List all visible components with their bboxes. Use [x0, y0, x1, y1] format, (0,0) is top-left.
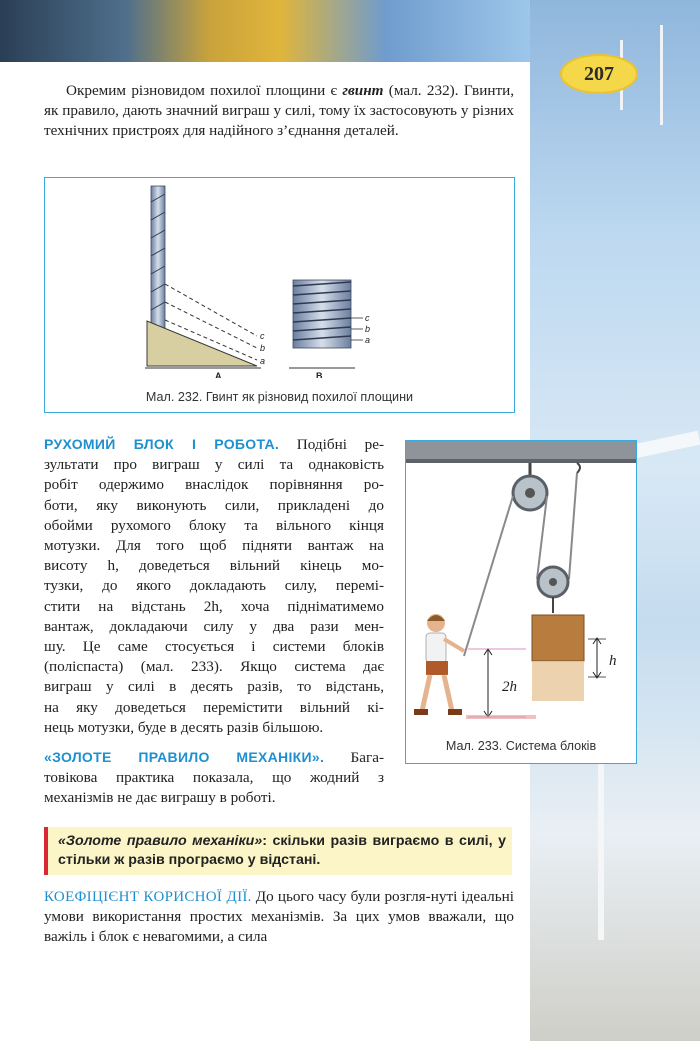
text-line: боти, яку виконують сили, прикладені до	[44, 496, 384, 514]
figure-233-caption: Мал. 233. Система блоків	[445, 739, 597, 753]
text-line: стити на відстань 2h, хоча підніматимемо	[44, 597, 384, 615]
text-body: До цього часу були розгля-нуті ідеальні умови використання простих механізмів. За цих умов вважали, що важіль і блок є невагомими, а сила	[44, 888, 514, 946]
text-line: Подібні ре-	[296, 436, 385, 453]
rule-body: : скільки разів виграємо в силі, у стільки ж разів програємо у відстані.	[58, 833, 507, 868]
text-line: механізмів не дає виграшу в роботі.	[44, 789, 276, 807]
label-h: h	[609, 653, 617, 669]
text-line: (поліспаста) (мал. 233). Якщо система дає	[44, 658, 384, 676]
label-A: A	[215, 371, 222, 378]
section-heading-golden-rule: «ЗОЛОТЕ ПРАВИЛО МЕХАНІКИ».	[44, 749, 325, 765]
intro-paragraph	[44, 81, 514, 142]
inclined-plane-triangle	[147, 321, 257, 366]
text-line: виграш у силі в десять разів, то відстань,	[44, 678, 384, 696]
text-line: зультати про виграш у силі та однаковість	[44, 456, 384, 474]
label-a-b: a	[365, 335, 371, 345]
text-line: висоту h, доведеться вільний кінець мо-	[44, 557, 384, 575]
screw-diagram	[45, 178, 514, 378]
label-c-b: c	[365, 313, 370, 323]
text-line: товікова практика показала, що жодний з	[44, 769, 384, 787]
rule-accent-bar	[44, 827, 48, 875]
section-heading-movable-pulley: РУХОМИЙ БЛОК І РОБОТА.	[44, 436, 280, 452]
label-a-a: a	[260, 356, 266, 366]
text-line: мотузки. Для того щоб підняти вантаж на	[44, 537, 384, 555]
label-B: B	[316, 371, 323, 378]
text-line: Бага-	[350, 749, 385, 766]
figure-232	[44, 177, 515, 413]
text-line: тузки, до якого докладають силу, перемі-	[44, 577, 384, 595]
page-number-badge: 207	[560, 54, 638, 94]
intro-term: гвинт	[342, 82, 384, 99]
section-heading-efficiency: КОЕФІЦІЄНТ КОРИСНОЇ ДІЇ.	[44, 889, 252, 905]
section-efficiency	[44, 887, 514, 948]
text-line: обойми рухомого блоку та вільного кінця	[44, 516, 384, 534]
rule-term: «Золоте правило механіки»	[58, 833, 263, 849]
section-movable-pulley	[44, 434, 384, 738]
screw-rod	[151, 186, 165, 336]
text-line: на яку доведеться перемістити вільний кі-	[44, 698, 384, 716]
label-2h: 2h	[502, 679, 517, 695]
pulley-system-illustration	[406, 441, 636, 741]
figure-233	[405, 440, 637, 764]
label-c-a: c	[260, 331, 265, 341]
label-b-b: b	[365, 324, 371, 334]
load-block	[532, 615, 584, 661]
intro-text-end: (мал. 232). Гвинти, як правило, дають значний виграш у силі, тому їх застосовують у різних технічних пристроях для надійного з’єднання деталей.	[44, 82, 515, 140]
text-line: шу. Це саме стосується і системи блоків	[44, 638, 384, 656]
boy-figure	[414, 614, 464, 715]
coil-b	[293, 280, 363, 348]
text-line: робіт одержимо внаслідок порівняння ро-	[44, 476, 384, 494]
text-line: вантаж, докладаючи силу у два рази мен-	[44, 617, 384, 635]
text-line: нець мотузки, буде в десять разів більшою.	[44, 718, 324, 736]
label-b-a: b	[260, 343, 266, 353]
section-golden-rule	[44, 747, 384, 809]
figure-232-caption: Мал. 232. Гвинт як різновид похилої площини	[145, 390, 414, 404]
intro-text-start: Окремим різновидом похилої площини є	[66, 82, 343, 99]
golden-rule-statement	[58, 832, 506, 870]
